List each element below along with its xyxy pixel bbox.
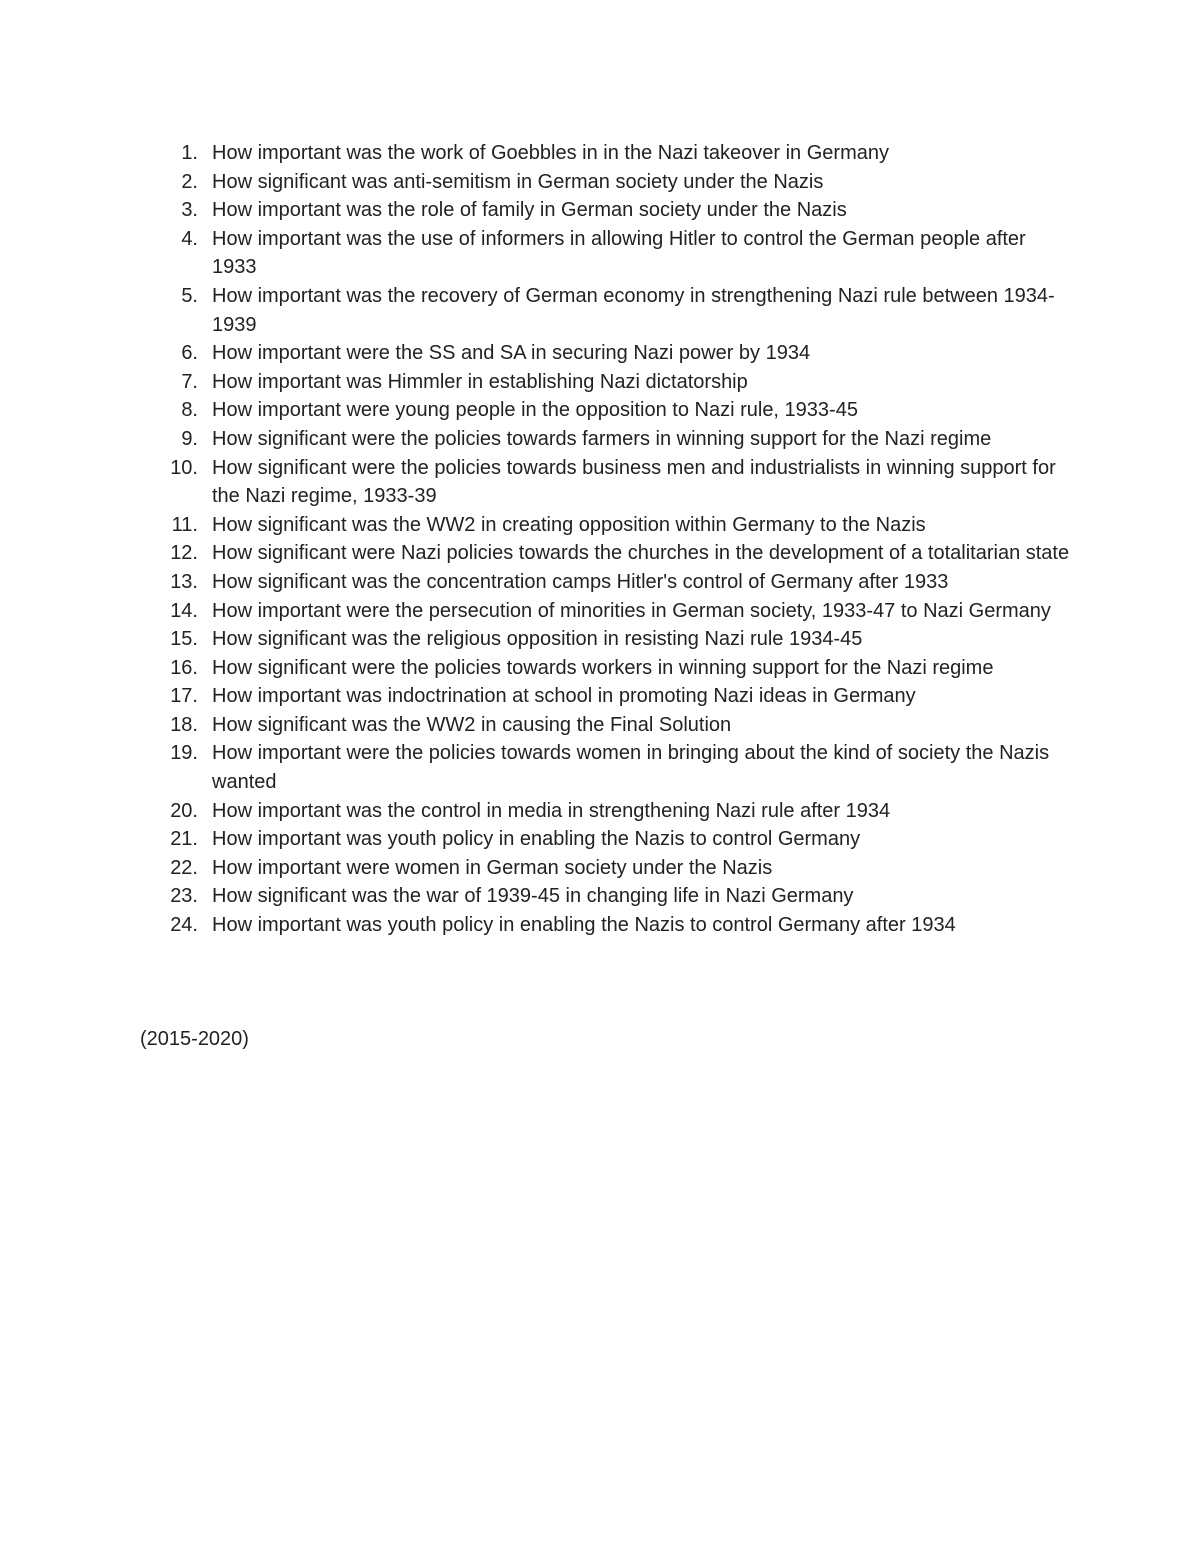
question-item bbox=[140, 911, 1070, 940]
question-number: 1. bbox=[181, 142, 198, 164]
question-number: 21. bbox=[170, 828, 198, 851]
question-text: How significant was the war of 1939-45 in changing life in Nazi Germany bbox=[212, 885, 854, 908]
question-item bbox=[140, 854, 1070, 883]
question-text: How important were women in German society under the Nazis bbox=[212, 856, 773, 879]
question-number: 10. bbox=[170, 456, 198, 479]
question-number: 12. bbox=[170, 542, 198, 565]
question-item bbox=[140, 511, 1070, 540]
question-text: How important were the policies towards women in bringing about the kind of society the Nazis wanted bbox=[212, 742, 1050, 794]
question-item bbox=[140, 196, 1070, 225]
question-text: How important were the persecution of minorities in German society, 1933-47 to Nazi Germany bbox=[212, 599, 1051, 622]
question-number: 9. bbox=[181, 427, 198, 450]
question-number: 3. bbox=[181, 199, 198, 222]
question-text: How important was youth policy in enabling the Nazis to control Germany bbox=[212, 828, 861, 851]
question-number: 15. bbox=[170, 628, 198, 651]
question-text: How significant were the policies towards business men and industrialists in winning support for the Nazi regime, 1933-39 bbox=[212, 456, 1056, 508]
question-text: How significant were the policies towards workers in winning support for the Nazi regime bbox=[212, 656, 994, 679]
question-item bbox=[140, 454, 1070, 511]
year-range: (2015-2020) bbox=[140, 1028, 249, 1050]
question-number: 8. bbox=[181, 399, 198, 422]
question-text: How important was the role of family in German society under the Nazis bbox=[212, 199, 847, 222]
question-number: 6. bbox=[181, 342, 198, 365]
question-number: 16. bbox=[170, 656, 198, 679]
question-number: 5. bbox=[181, 284, 198, 307]
question-number: 17. bbox=[170, 685, 198, 708]
question-text: How significant was the WW2 in creating opposition within Germany to the Nazis bbox=[212, 513, 926, 536]
question-item bbox=[140, 825, 1070, 854]
question-number: 11. bbox=[171, 513, 198, 536]
question-item bbox=[140, 882, 1070, 911]
question-item bbox=[140, 711, 1070, 740]
question-number: 23. bbox=[170, 885, 198, 908]
question-list bbox=[140, 139, 1070, 940]
question-text: How important was the recovery of German economy in strengthening Nazi rule between 1934-1939 bbox=[212, 284, 1055, 336]
question-item bbox=[140, 168, 1070, 197]
question-text: How important was indoctrination at school in promoting Nazi ideas in Germany bbox=[212, 685, 916, 708]
question-text: How significant was anti-semitism in German society under the Nazis bbox=[212, 170, 824, 193]
question-item bbox=[140, 396, 1070, 425]
question-number: 24. bbox=[170, 914, 198, 937]
question-item bbox=[140, 654, 1070, 683]
question-item bbox=[140, 739, 1070, 796]
question-number: 14. bbox=[170, 599, 198, 622]
question-item bbox=[140, 682, 1070, 711]
question-text: How important was the use of informers in allowing Hitler to control the German people after 1933 bbox=[212, 227, 1026, 279]
question-text: How important was Himmler in establishing Nazi dictatorship bbox=[212, 370, 748, 393]
question-number: 18. bbox=[170, 713, 198, 736]
question-item bbox=[140, 625, 1070, 654]
question-item bbox=[140, 139, 1070, 168]
question-text: How important were the SS and SA in securing Nazi power by 1934 bbox=[212, 342, 811, 365]
question-number: 7. bbox=[181, 370, 198, 393]
question-text: How significant were Nazi policies towards the churches in the development of a totalitarian state bbox=[212, 542, 1070, 565]
question-item bbox=[140, 568, 1070, 597]
question-number: 2. bbox=[181, 170, 198, 193]
question-text: How important was youth policy in enabling the Nazis to control Germany after 1934 bbox=[212, 914, 956, 937]
question-text: How important was the work of Goebbles in in the Nazi takeover in Germany bbox=[212, 142, 889, 164]
question-number: 4. bbox=[181, 227, 198, 250]
question-item bbox=[140, 597, 1070, 626]
question-item bbox=[140, 368, 1070, 397]
question-item bbox=[140, 539, 1070, 568]
question-text: How important were young people in the opposition to Nazi rule, 1933-45 bbox=[212, 399, 858, 422]
question-text: How significant was the WW2 in causing the Final Solution bbox=[212, 713, 732, 736]
question-text: How significant was the concentration camps Hitler's control of Germany after 1933 bbox=[212, 570, 949, 593]
question-text: How significant was the religious opposition in resisting Nazi rule 1934-45 bbox=[212, 628, 863, 651]
question-number: 22. bbox=[170, 856, 198, 879]
question-text: How significant were the policies towards farmers in winning support for the Nazi regime bbox=[212, 427, 992, 450]
question-number: 19. bbox=[170, 742, 198, 765]
question-number: 13. bbox=[170, 570, 198, 593]
question-number: 20. bbox=[170, 799, 198, 822]
question-text: How important was the control in media in strengthening Nazi rule after 1934 bbox=[212, 799, 891, 822]
question-item bbox=[140, 797, 1070, 826]
question-item bbox=[140, 225, 1070, 282]
question-item bbox=[140, 282, 1070, 339]
question-item bbox=[140, 339, 1070, 368]
question-item bbox=[140, 425, 1070, 454]
